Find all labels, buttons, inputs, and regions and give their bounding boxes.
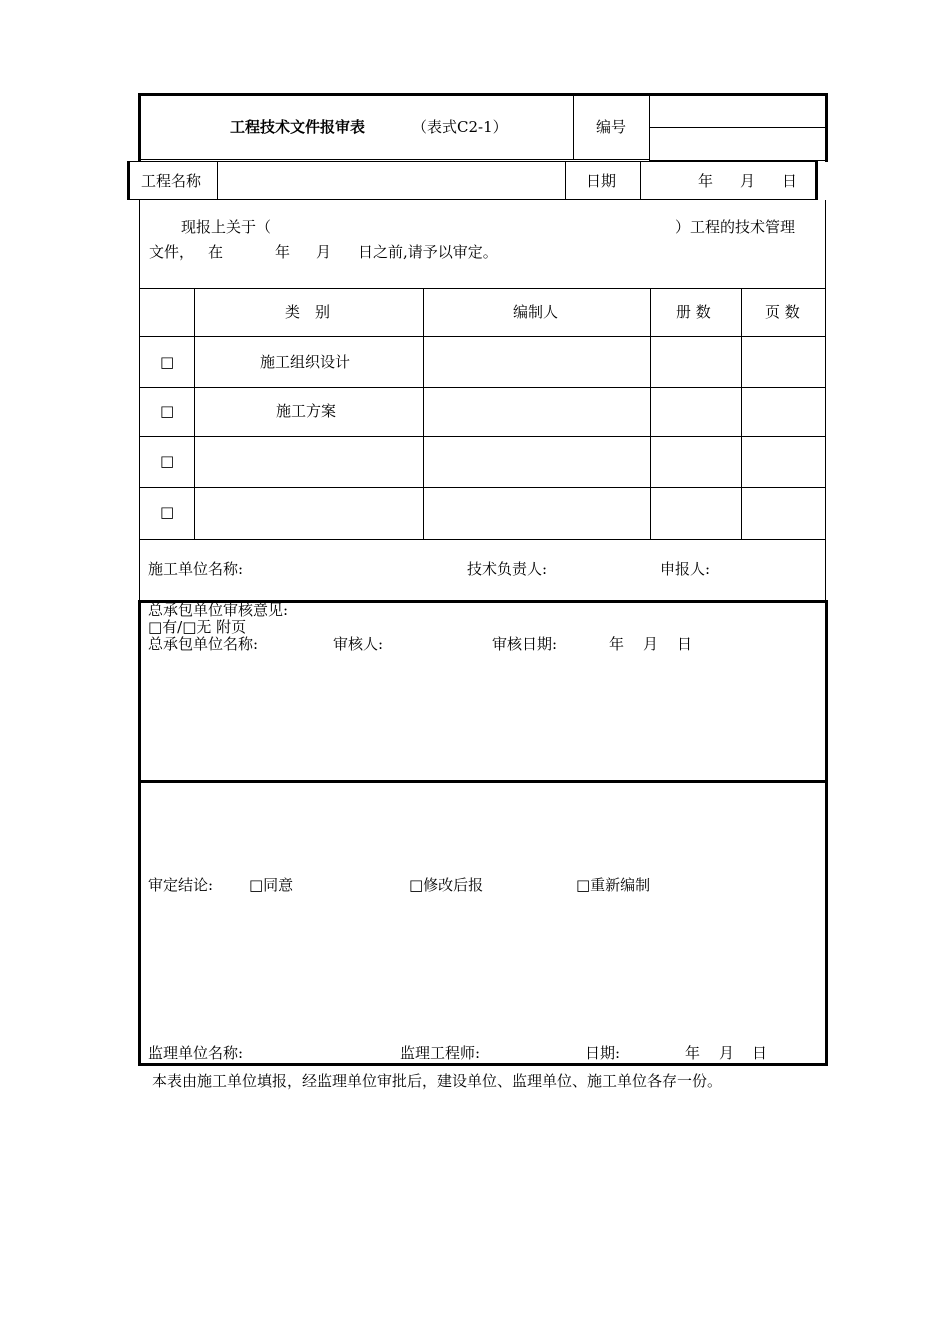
project-row-right xyxy=(815,161,818,200)
gc-attachment[interactable]: □有/□无 附页 xyxy=(148,618,247,636)
header-pages: 页 数 xyxy=(765,303,800,321)
tech-lead-label: 技术负责人: xyxy=(467,560,548,578)
project-row-left xyxy=(127,161,130,200)
gc-year: 年 xyxy=(609,635,625,653)
date-day: 日 xyxy=(782,172,798,190)
table-header-bottom xyxy=(139,336,826,337)
lower-left xyxy=(138,600,141,1066)
table-row1-bottom xyxy=(139,387,826,388)
applicant-label: 申报人: xyxy=(660,560,711,578)
intro-line2-year: 年 xyxy=(275,243,291,261)
supervision-day: 日 xyxy=(752,1044,768,1062)
date-year: 年 xyxy=(698,172,714,190)
table-col-3 xyxy=(650,288,651,539)
project-row-bottom xyxy=(128,199,818,200)
table-top xyxy=(139,288,826,289)
header-divider-1 xyxy=(573,95,574,160)
contractor-unit-label: 施工单位名称: xyxy=(148,560,244,578)
gc-unit-label: 总承包单位名称: xyxy=(148,635,259,653)
project-row-div-3 xyxy=(640,162,641,200)
lower-right xyxy=(825,600,828,1066)
header-divider-2 xyxy=(649,95,650,161)
row2-checkbox[interactable]: □ xyxy=(160,402,175,420)
table-col-4 xyxy=(741,288,742,539)
project-name-field[interactable] xyxy=(220,165,562,197)
border-top xyxy=(138,93,828,96)
row4-checkbox[interactable]: □ xyxy=(160,503,175,521)
number-field-divider xyxy=(650,127,826,128)
project-row-top xyxy=(128,161,818,162)
row3-checkbox[interactable]: □ xyxy=(160,452,175,470)
number-label: 编号 xyxy=(596,118,627,136)
gc-review-date-label: 审核日期: xyxy=(492,635,558,653)
gc-month: 月 xyxy=(643,635,659,653)
project-row-div-2 xyxy=(565,162,566,200)
header-category: 类 别 xyxy=(285,303,331,321)
project-name-label: 工程名称 xyxy=(141,172,202,190)
intro-line2-month: 月 xyxy=(316,243,332,261)
intro-line2-b: 在 xyxy=(208,243,224,261)
header-bottom xyxy=(138,159,650,160)
date-label: 日期 xyxy=(586,172,617,190)
number-field-2[interactable] xyxy=(653,130,823,157)
table-col-2 xyxy=(423,288,424,539)
supervision-unit-label: 监理单位名称: xyxy=(148,1044,244,1062)
body-left xyxy=(139,200,140,602)
intro-line1-start: 现报上关于（ xyxy=(181,218,272,236)
conclusion-recompile[interactable]: □重新编制 xyxy=(576,876,651,894)
footnote: 本表由施工单位填报，经监理单位审批后，建设单位、监理单位、施工单位各存一份。 xyxy=(152,1072,723,1090)
gc-bottom xyxy=(138,780,828,783)
supervision-year: 年 xyxy=(685,1044,701,1062)
border-left-header xyxy=(138,93,141,161)
date-month: 月 xyxy=(740,172,756,190)
project-row-div-1 xyxy=(217,162,218,200)
row1-category: 施工组织设计 xyxy=(260,353,351,371)
gc-reviewer-label: 审核人: xyxy=(333,635,384,653)
header-volumes: 册 数 xyxy=(676,303,711,321)
table-row3-bottom xyxy=(139,487,826,488)
row2-category: 施工方案 xyxy=(276,402,337,420)
supervision-date-label: 日期: xyxy=(585,1044,621,1062)
table-row2-bottom xyxy=(139,436,826,437)
row1-checkbox[interactable]: □ xyxy=(160,353,175,371)
form-title: 工程技术文件报审表 xyxy=(230,118,366,136)
intro-line1-end: ）工程的技术管理 xyxy=(675,218,796,236)
form-code: （表式C2-1） xyxy=(412,118,508,136)
table-col-1 xyxy=(194,288,195,539)
supervision-month: 月 xyxy=(719,1044,735,1062)
gc-day: 日 xyxy=(677,635,693,653)
lower-bottom xyxy=(138,1063,828,1066)
supervision-engineer-label: 监理工程师: xyxy=(400,1044,481,1062)
table-bottom xyxy=(139,539,826,540)
conclusion-label: 审定结论: xyxy=(148,876,214,894)
conclusion-revise[interactable]: □修改后报 xyxy=(409,876,484,894)
conclusion-agree[interactable]: □同意 xyxy=(249,876,294,894)
gc-opinion-label: 总承包单位审核意见: xyxy=(148,601,289,619)
body-right xyxy=(825,200,826,602)
header-author: 编制人 xyxy=(513,303,559,321)
number-field-1[interactable] xyxy=(653,98,823,125)
intro-line2-a: 文件， xyxy=(149,243,195,261)
intro-line2-end: 日之前,请予以审定。 xyxy=(358,243,498,261)
